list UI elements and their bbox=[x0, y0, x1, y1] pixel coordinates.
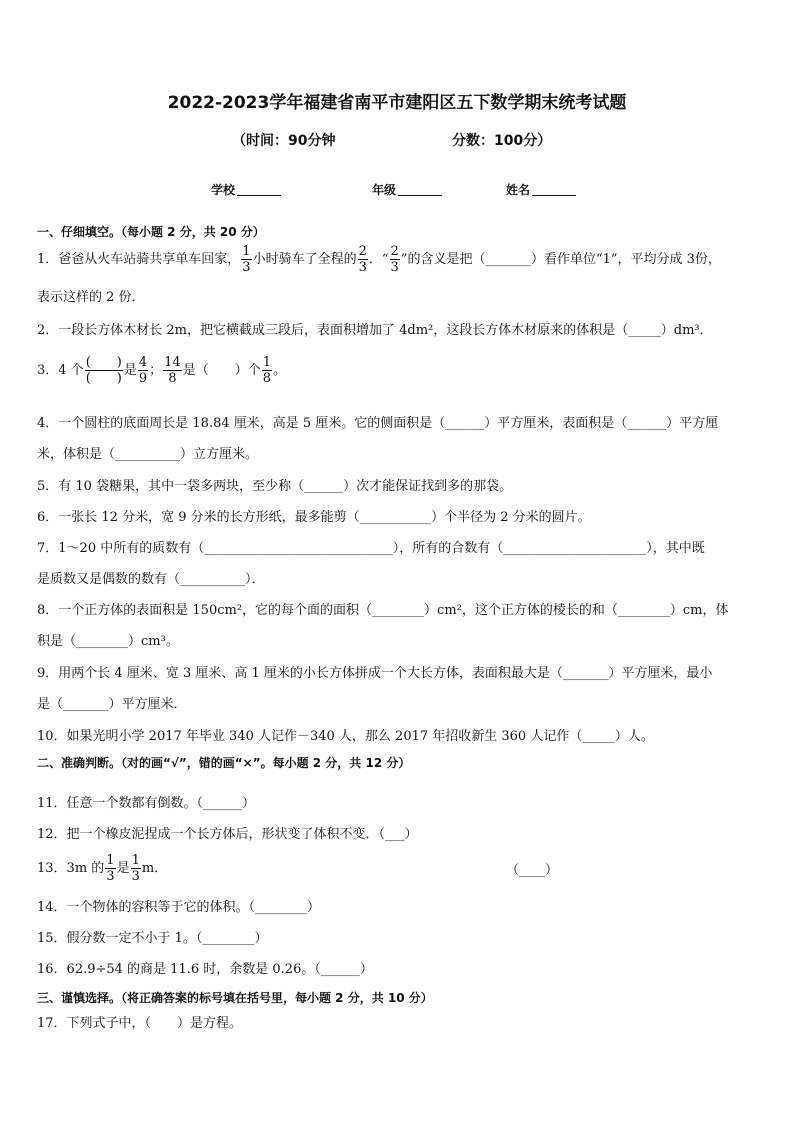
name-field bbox=[506, 181, 576, 198]
q13-text-b: 是 bbox=[116, 861, 130, 876]
question-7: 7．1～20 中所有的质数有（_____________________________），所有的合数有（______________________），其中既 bbox=[37, 541, 705, 556]
question-3 bbox=[37, 355, 286, 386]
question-4-line-2: 米，体积是（__________）立方厘米。 bbox=[37, 447, 259, 462]
question-11: 11．任意一个数都有倒数。（______） bbox=[37, 796, 256, 811]
q1-text-a: 1．爸爸从火车站骑共享单车回家， bbox=[37, 252, 241, 267]
page-title: 2022-2023学年福建省南平市建阳区五下数学期末统考试题 bbox=[167, 93, 627, 113]
section-1-heading: 一、仔细填空。（每小题 2 分，共 20 分） bbox=[37, 225, 265, 239]
q3-text-d: 是（ ）个 bbox=[182, 363, 261, 378]
name-blank[interactable] bbox=[532, 183, 576, 196]
q13-text-a: 13．3m 的 bbox=[37, 861, 105, 876]
q1-text-b: 小时骑车了全程的 bbox=[252, 252, 357, 267]
question-14: 14．一个物体的容积等于它的体积。（________） bbox=[37, 900, 321, 915]
exam-time: （时间：90分钟 bbox=[232, 133, 336, 149]
fraction: $\frac{1}{3}$ bbox=[242, 244, 251, 275]
question-2: 2．一段长方体木材长 2m，把它横截成三段后，表面积增加了 4dm²，这段长方体木材原来的体积是（_____）dm³． bbox=[37, 323, 713, 338]
question-9-line-2: 是（_______）平方厘米． bbox=[37, 697, 187, 712]
question-12: 12．把一个橡皮泥捏成一个长方体后，形状变了体积不变．（___） bbox=[37, 827, 418, 842]
school-blank[interactable] bbox=[237, 183, 281, 196]
blank-fraction[interactable]: $\frac{( )}{( )}$ bbox=[85, 355, 122, 386]
question-17: 17．下列式子中，（ ）是方程。 bbox=[37, 1016, 243, 1031]
q3-text-e: 。 bbox=[273, 363, 287, 378]
fraction: $\frac{2}{3}$ bbox=[358, 244, 367, 275]
question-8-line-2: 积是（________）cm³。 bbox=[37, 634, 179, 649]
question-7-line-2: 是质数又是偶数的数有（__________）． bbox=[37, 572, 265, 587]
question-5: 5．有 10 袋糖果，其中一袋多两块，至少称（______）次才能保证找到多的那袋。 bbox=[37, 479, 513, 494]
fraction: $\frac{2}{3}$ bbox=[390, 244, 399, 275]
question-1-line-2: 表示这样的 2 份． bbox=[37, 290, 145, 305]
grade-blank[interactable] bbox=[398, 183, 442, 196]
fraction: $\frac{14}{8}$ bbox=[164, 355, 181, 386]
question-16: 16．62.9÷54 的商是 11.6 时，余数是 0.26。（______） bbox=[37, 962, 373, 977]
question-10: 10．如果光明小学 2017 年毕业 340 人记作－340 人，那么 2017 年招收新生 360 人记作（_____）人。 bbox=[37, 729, 654, 744]
fraction: $\frac{4}{9}$ bbox=[138, 355, 148, 386]
question-6: 6．一张长 12 分米，宽 9 分米的长方形纸，最多能剪（___________）个半径为 2 分米的圆片。 bbox=[37, 510, 591, 525]
q3-text-b: 是 bbox=[123, 363, 137, 378]
q3-text-a: 3．4 个 bbox=[37, 363, 84, 378]
q13-text-c: m． bbox=[141, 861, 168, 876]
section-3-heading: 三、谨慎选择。（将正确答案的标号填在括号里，每小题 2 分，共 10 分） bbox=[37, 991, 433, 1005]
q3-text-c: ； bbox=[149, 363, 163, 378]
question-13 bbox=[37, 853, 167, 884]
q13-answer-blank[interactable]: （____） bbox=[506, 863, 559, 878]
question-15: 15．假分数一定不小于 1。（________） bbox=[37, 931, 268, 946]
question-9: 9．用两个长 4 厘米、宽 3 厘米、高 1 厘米的小长方体拼成一个大长方体，表面积最大是（_______）平方厘米，最小 bbox=[37, 666, 713, 681]
q1-text-c: ．“ bbox=[368, 252, 389, 267]
question-8: 8．一个正方体的表面积是 150cm²，它的每个面的面积（________）cm²，这个正方体的棱长的和（________）cm，体 bbox=[37, 603, 729, 618]
fraction: $\frac{1}{8}$ bbox=[262, 355, 271, 386]
fraction: $\frac{1}{3}$ bbox=[131, 853, 140, 884]
q1-text-d: ”的含义是把（_______）看作单位“1”，平均分成 3份， bbox=[400, 252, 721, 267]
grade-field bbox=[372, 181, 442, 198]
section-2-heading: 二、准确判断。（对的画“√”，错的画“×”。每小题 2 分，共 12 分） bbox=[37, 756, 411, 770]
exam-score: 分数：100分） bbox=[452, 133, 552, 149]
name-label: 姓名 bbox=[506, 183, 531, 197]
fraction: $\frac{1}{3}$ bbox=[106, 853, 115, 884]
question-1 bbox=[37, 244, 721, 275]
question-4: 4．一个圆柱的底面周长是 18.84 厘米，高是 5 厘米。它的侧面积是（______）平方厘米，表面积是（______）平方厘 bbox=[37, 416, 719, 431]
school-label: 学校 bbox=[211, 183, 236, 197]
grade-label: 年级 bbox=[372, 183, 397, 197]
school-field bbox=[211, 181, 281, 198]
